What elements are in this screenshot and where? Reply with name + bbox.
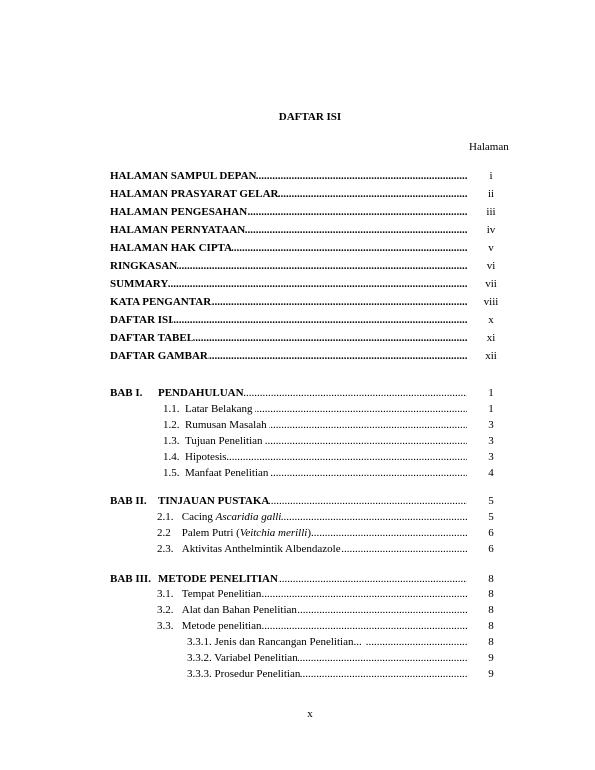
section-number: 2.1. [157, 511, 174, 523]
toc-entry-page: vi [486, 260, 496, 272]
section-title: Aktivitas Anthelmintik Albendazole [181, 543, 341, 555]
toc-section-entry[interactable] [157, 542, 512, 557]
section-number: 3.1. [157, 588, 174, 600]
toc-entry-label: DAFTAR ISI [110, 314, 173, 326]
toc-section-entry[interactable] [163, 434, 512, 449]
section-title: Alat dan Bahan Penelitian [181, 604, 297, 616]
toc-section-entry[interactable] [157, 603, 512, 618]
section-number: 1.4. [163, 451, 180, 463]
toc-entry-page: 5 [488, 511, 494, 523]
chapter-number: BAB II. [110, 495, 147, 507]
toc-section-entry[interactable] [157, 587, 512, 602]
toc-chapter-entry[interactable] [110, 386, 512, 401]
toc-entry[interactable] [110, 313, 512, 328]
toc-subsection-entry[interactable] [187, 635, 512, 650]
toc-entry[interactable] [110, 277, 512, 292]
toc-entry-label: HALAMAN HAK CIPTA [110, 242, 233, 254]
toc-entry-page: iii [486, 206, 496, 218]
toc-entry-label: DAFTAR TABEL [110, 332, 195, 344]
chapter-title: PENDAHULUAN [158, 387, 244, 399]
toc-entry-page: xii [485, 350, 497, 362]
toc-entry-page: 8 [488, 573, 494, 585]
toc-entry[interactable] [110, 259, 512, 274]
section-title: Cacing [181, 511, 216, 523]
toc-entry-label: SUMMARY [110, 278, 169, 290]
section-title: Palem Putri ( [181, 527, 240, 539]
toc-entry-page: 3 [488, 435, 494, 447]
toc-entry[interactable] [110, 187, 512, 202]
page-column-header: Halaman [469, 141, 509, 153]
chapter-title: METODE PENELITIAN [158, 573, 278, 585]
toc-entry-page: viii [483, 296, 499, 308]
toc-entry[interactable] [110, 349, 512, 364]
section-number: 1.5. [163, 467, 180, 479]
toc-section-entry[interactable] [157, 510, 512, 525]
toc-entry[interactable] [110, 331, 512, 346]
toc-entry-page: 8 [488, 636, 494, 648]
toc-chapter-entry[interactable] [110, 572, 512, 587]
section-number: 2.2 [157, 527, 171, 539]
section-title: Latar Belakang [185, 403, 253, 415]
toc-entry-page: 8 [488, 620, 494, 632]
toc-entry-page: 6 [488, 527, 494, 539]
toc-entry-label: HALAMAN SAMPUL DEPAN [110, 170, 257, 182]
section-title: Manfaat Penelitian [185, 467, 269, 479]
toc-entry[interactable] [110, 223, 512, 238]
section-number: 3.2. [157, 604, 174, 616]
toc-section-entry[interactable] [157, 526, 512, 541]
toc-section-entry[interactable] [163, 466, 512, 481]
toc-entry-page: iv [486, 224, 496, 236]
section-title: Hipotesis [185, 451, 227, 463]
toc-entry-page: 1 [488, 403, 494, 415]
toc-entry-page: 9 [488, 652, 494, 664]
toc-entry-label: HALAMAN PERNYATAAN [110, 224, 246, 236]
toc-entry[interactable] [110, 169, 512, 184]
page-title: DAFTAR ISI [278, 111, 342, 123]
toc-entry-page: vii [485, 278, 497, 290]
toc-entry-label: KATA PENGANTAR [110, 296, 212, 308]
toc-entry-page: 8 [488, 604, 494, 616]
section-title: Tujuan Penelitian [185, 435, 263, 447]
toc-entry-page: 4 [488, 467, 494, 479]
toc-entry-page: ii [487, 188, 495, 200]
toc-entry-page: v [488, 242, 494, 254]
section-title: Tempat Penelitian [181, 588, 262, 600]
subsection-title: 3.3.1. Jenis dan Rancangan Penelitian... [187, 635, 366, 650]
toc-subsection-entry[interactable] [187, 667, 512, 682]
section-number: 1.1. [163, 403, 180, 415]
toc-section-entry[interactable] [157, 619, 512, 634]
toc-entry[interactable] [110, 295, 512, 310]
toc-entry-page: 8 [488, 588, 494, 600]
toc-section-entry[interactable] [163, 402, 512, 417]
section-number: 1.3. [163, 435, 180, 447]
toc-entry[interactable] [110, 205, 512, 220]
section-title-italic: Ascaridia galli [215, 511, 282, 523]
toc-entry-page: 3 [488, 451, 494, 463]
subsection-title: 3.3.3. Prosedur Penelitian [187, 668, 301, 680]
toc-entry-page: 5 [488, 495, 494, 507]
section-title: Metode penelitian [181, 620, 262, 632]
toc-entry-page: 9 [488, 668, 494, 680]
toc-subsection-entry[interactable] [187, 651, 512, 666]
toc-entry-page: 3 [488, 419, 494, 431]
section-number: 1.2. [163, 419, 180, 431]
section-title-suffix: ) [307, 527, 311, 539]
chapter-number: BAB I. [110, 387, 143, 399]
toc-entry-label: DAFTAR GAMBAR [110, 350, 208, 362]
toc-section-entry[interactable] [163, 418, 512, 433]
toc-section-entry[interactable] [163, 450, 512, 465]
toc-entry-label: RINGKASAN [110, 260, 178, 272]
toc-chapter-entry[interactable] [110, 494, 512, 509]
toc-entry-label: HALAMAN PRASYARAT GELAR [110, 188, 279, 200]
toc-entry-page: i [489, 170, 493, 182]
toc-entry[interactable] [110, 241, 512, 256]
toc-entry-page: 6 [488, 543, 494, 555]
section-number: 3.3. [157, 620, 174, 632]
subsection-title: 3.3.2. Variabel Penelitian [187, 652, 298, 664]
toc-entry-page: x [488, 314, 494, 326]
section-title: Rumusan Masalah [185, 419, 267, 431]
chapter-number: BAB III. [110, 573, 151, 585]
toc-entry-label: HALAMAN PENGESAHAN [110, 206, 248, 218]
chapter-title: TINJAUAN PUSTAKA [158, 495, 270, 507]
toc-entry-page: xi [486, 332, 496, 344]
section-title-italic: Veitchia merilli [239, 527, 308, 539]
section-number: 2.3. [157, 543, 174, 555]
page-number: x [307, 708, 313, 720]
toc-entry-page: 1 [488, 387, 494, 399]
